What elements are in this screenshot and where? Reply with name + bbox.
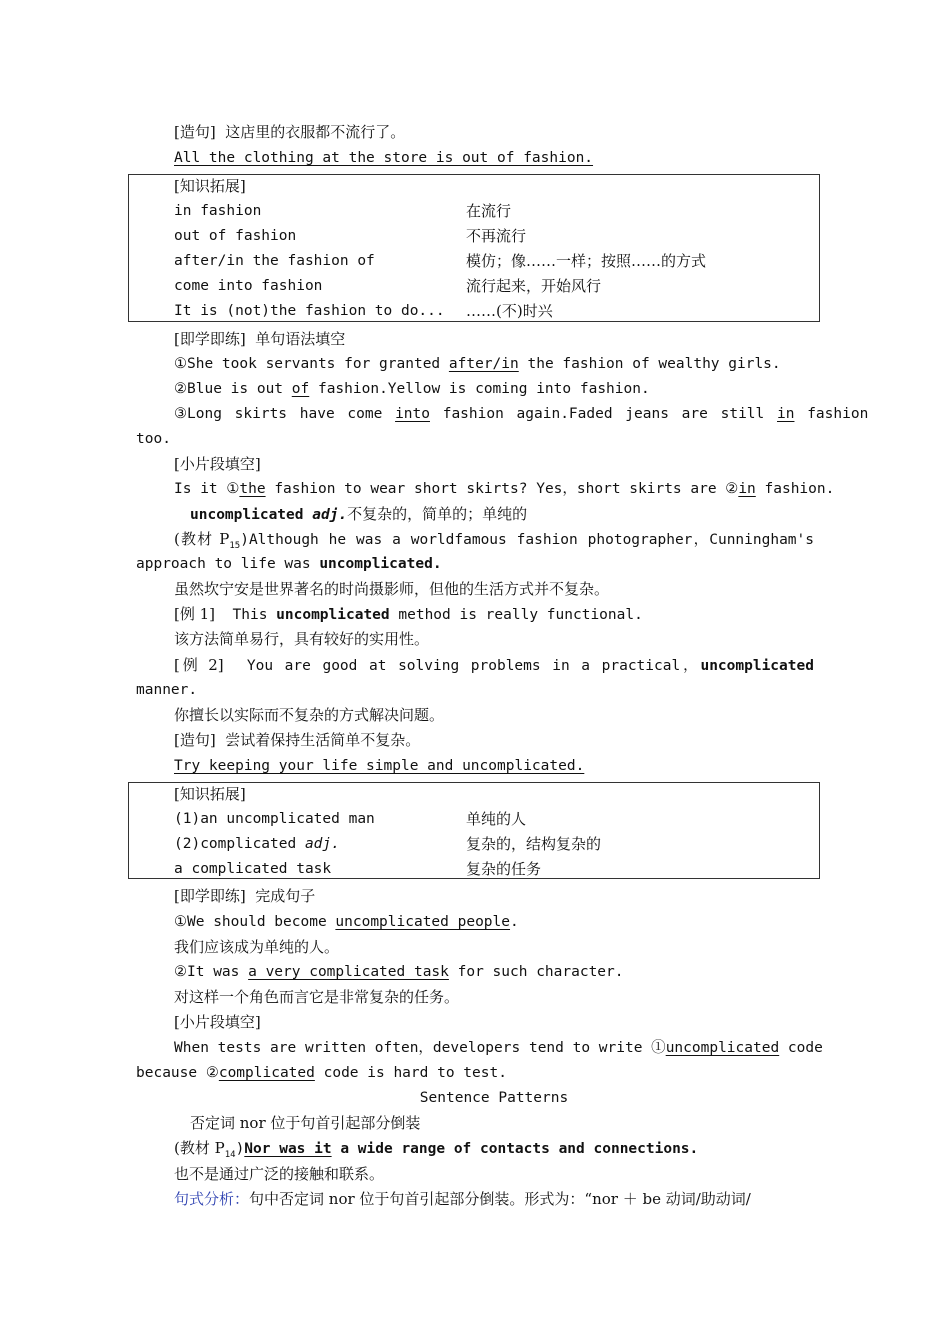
phrase-cn: 模仿；像……一样；按照……的方式	[466, 252, 707, 270]
answer-blank: in	[738, 481, 756, 497]
phrase-en: out of fashion	[174, 228, 297, 244]
textbook-source-cont: approach to life was uncomplicated.	[136, 556, 442, 572]
phrase-en: a complicated task	[174, 861, 332, 877]
part-of-speech: adj.	[312, 507, 348, 523]
fill-sentence: Is it ①the fashion to wear short skirts? Yes，short skirts are ②in fashion.	[174, 481, 835, 497]
knowledge-box-title: [知识拓展]	[174, 177, 246, 195]
zaoju-english-2: Try keeping your life simple and uncomplicated.	[174, 758, 585, 774]
practice2-sentence-1: ①We should become uncomplicated people.	[174, 914, 519, 930]
example-2-translation: 你擅长以实际而不复杂的方式解决问题。	[174, 706, 445, 724]
knowledge-box-title: [知识拓展]	[174, 785, 246, 803]
practice2-translation-2: 对这样一个角色而言它是非常复杂的任务。	[174, 988, 460, 1006]
answer-blank: the	[239, 481, 266, 497]
zaoju-english: All the clothing at the store is out of fashion.	[174, 150, 594, 166]
answer-blank: into	[395, 406, 430, 422]
zaoju-line	[174, 122, 405, 142]
pattern-translation: 也不是通过广泛的接触和联系。	[174, 1165, 385, 1183]
pattern-source: (教材 $P_{14})Nor$ was it a wide range of contacts and connections.	[174, 1139, 699, 1160]
phrase-en: (2)complicated adj.	[174, 836, 340, 852]
practice-sentence-1: ①She took servants for granted after/in the fashion of wealthy girls.	[174, 356, 781, 372]
phrase-en: come into fashion	[174, 278, 323, 294]
phrase-en: in fashion	[174, 203, 262, 219]
analysis-label: 句式分析：	[174, 1190, 250, 1208]
example-2: [例 2] You are good at solving problems in a practical，uncomplicated	[174, 656, 814, 674]
headword: uncomplicated	[190, 507, 304, 523]
headword-meaning: 不复杂的，简单的；单纯的	[347, 505, 528, 523]
practice-heading-2: [即学即练] 完成句子	[174, 887, 316, 905]
pattern-analysis: 句式分析：句中否定词 nor 位于句首引起部分倒装。形式为：“nor ＋ be 动词/助动词/	[174, 1190, 751, 1208]
textbook-translation: 虽然坎宁安是世界著名的时尚摄影师，但他的生活方式并不复杂。	[174, 580, 610, 598]
zaoju-chinese: 这店里的衣服都不流行了。	[225, 123, 406, 141]
answer-blank: a very complicated task	[248, 964, 449, 980]
practice2-translation-1: 我们应该成为单纯的人。	[174, 938, 340, 956]
phrase-cn: ……(不)时兴	[466, 302, 553, 320]
practice2-sentence-2: ②It was a very complicated task for such character.	[174, 964, 624, 980]
answer-blank: complicated	[218, 1065, 315, 1081]
phrase-cn: 复杂的任务	[466, 860, 542, 878]
textbook-source: (教材 $P_{15})Although$ he was a worldfamous fashion photographer，Cunningham's	[174, 530, 814, 551]
answer-blank: uncomplicated	[665, 1040, 780, 1056]
knowledge-box-fashion	[128, 174, 820, 322]
section-heading: Sentence Patterns	[419, 1090, 569, 1106]
phrase-cn: 流行起来，开始风行	[466, 277, 602, 295]
phrase-en: It is (not)the fashion to do...	[174, 303, 445, 319]
answer-blank: of	[291, 381, 310, 397]
fill-heading-2: [小片段填空]	[174, 1013, 261, 1031]
phrase-cn: 复杂的，结构复杂的	[466, 835, 602, 853]
fill2-line-2: because ②complicated code is hard to test.	[136, 1065, 507, 1081]
example-1-translation: 该方法简单易行，具有较好的实用性。	[174, 630, 430, 648]
zaoju-tag: [造句]	[174, 123, 216, 141]
practice-sentence-2: ②Blue is out of fashion.Yellow is coming into fashion.	[174, 381, 650, 397]
phrase-en: after/in the fashion of	[174, 253, 375, 269]
answer-blank: after/in	[448, 356, 519, 372]
pattern-point: 否定词 nor 位于句首引起部分倒装	[190, 1114, 421, 1132]
phrase-en: (1)an uncomplicated man	[174, 811, 375, 827]
headword-line	[190, 504, 527, 525]
practice-heading: [即学即练] 单句语法填空	[174, 330, 346, 348]
phrase-cn: 在流行	[466, 202, 512, 220]
example-1: [例 1] This uncomplicated method is really functional.	[174, 605, 643, 623]
example-2-cont: manner.	[136, 682, 198, 698]
fill2-line-1: When tests are written often，developers tend to write ①uncomplicated code	[174, 1040, 823, 1056]
fill-heading: [小片段填空]	[174, 455, 261, 473]
zaoju-line-2: [造句] 尝试着保持生活简单不复杂。	[174, 731, 421, 749]
practice-sentence-3: ③Long skirts have come into fashion again.Faded jeans are still in fashion	[174, 406, 869, 422]
phrase-cn: 单纯的人	[466, 810, 527, 828]
answer-blank: in	[777, 406, 795, 422]
answer-blank: uncomplicated people	[335, 914, 511, 930]
phrase-cn: 不再流行	[466, 227, 527, 245]
practice-sentence-3-cont: too.	[136, 431, 171, 447]
